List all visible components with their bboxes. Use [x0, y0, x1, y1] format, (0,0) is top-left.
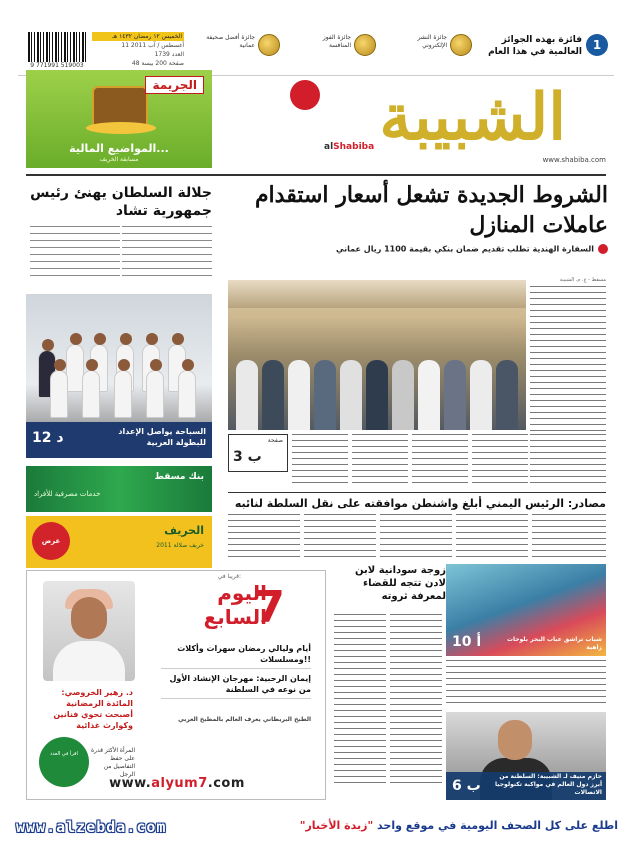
- promo-quote[interactable]: د. زهير الخروصي: المائدة الرمضانية أصبحت تحوي فنانين وكوارث غذائية: [53, 688, 133, 730]
- text-column: [446, 660, 606, 708]
- divider: [161, 668, 311, 669]
- treasure-chest-icon: [92, 86, 148, 126]
- logo-english-name: Shabiba: [333, 142, 375, 152]
- person-figure: [114, 370, 132, 418]
- text-column: [532, 514, 606, 562]
- person-figure: [496, 360, 518, 430]
- pages-price: 48 صفحة 200 بيسة: [131, 60, 184, 67]
- bottom-headline[interactable]: زوجة سودانية لابن لادن تتجه للقضاء لمعرفة ثروته: [355, 565, 446, 602]
- second-story: [228, 492, 606, 510]
- alyum7-logo-line2: السابع: [203, 605, 267, 629]
- barcode-number: 9 771991 519003: [30, 62, 84, 69]
- alyum7-promo[interactable]: [26, 570, 326, 800]
- person-figure: [314, 360, 336, 430]
- medal-icon: [354, 34, 376, 56]
- main-story-photo[interactable]: [228, 280, 526, 430]
- date-hijri: الخميس ١٢ رمضان ١٤٣٢ هـ: [92, 32, 184, 41]
- bottom-stories: [334, 564, 606, 804]
- dateline: [92, 32, 184, 68]
- newspaper-page: [18, 22, 614, 810]
- promo-item-2[interactable]: [161, 673, 311, 699]
- person-figure: [366, 360, 388, 430]
- promo-item-3-text: الطبخ البريطاني يعرف العالم بالمطبخ العربي: [178, 716, 311, 723]
- url-suffix: .com: [207, 776, 245, 791]
- awards-title: فائزة بهذه الجوائز العالمية في هذا العام: [488, 35, 582, 57]
- award-2: [286, 30, 376, 68]
- text-column: [412, 434, 468, 488]
- award-3-label: جائزة النشر: [417, 34, 447, 41]
- person-figure: [444, 360, 466, 430]
- url-prefix: www.: [109, 776, 152, 791]
- khareef-advertisement[interactable]: [26, 516, 212, 568]
- photo2-caption: حازم منيف لـ الشبيبة: السلطنة من أبرز دول العالم في مواكبة تكنولوجيا الاتصالات: [495, 773, 602, 796]
- main-headline[interactable]: الشروط الجديدة تشعل أسعار استقدام عاملات المنازل: [254, 182, 608, 238]
- text-column: [390, 614, 442, 784]
- promo-green-badge: اقرأ في العدد: [39, 737, 89, 787]
- text-column: [530, 434, 606, 488]
- logo-english: [324, 142, 374, 152]
- footer-slogan: [300, 819, 618, 832]
- photo1-page-ref: 10 أ: [452, 634, 482, 650]
- photo1-caption: شباب تراشق عباب البحر بلوحات زاهية: [506, 636, 602, 651]
- ad-text: المواضيع المالية...: [69, 142, 169, 155]
- person-figure: [50, 370, 68, 418]
- masthead-url[interactable]: www.shabiba.com: [542, 156, 606, 164]
- coins-icon: [86, 122, 156, 134]
- text-column: [380, 514, 452, 562]
- left-body-text: [26, 226, 212, 282]
- text-column: [122, 226, 212, 282]
- bank-ad-title: بنك مسقط: [154, 472, 204, 482]
- text-column: [334, 614, 386, 784]
- see-page-label: صفحة: [267, 437, 283, 444]
- divider: [161, 698, 311, 699]
- ad-logo: الجريمة: [145, 76, 204, 94]
- promo-item-3[interactable]: [161, 715, 311, 724]
- top-advertisement[interactable]: [26, 70, 212, 168]
- section-divider: [26, 174, 606, 176]
- text-column: [30, 226, 120, 282]
- award-1-label: جائزة أفضل صحيفة: [206, 34, 255, 41]
- alyum7-logo-line1: اليوم: [217, 581, 267, 605]
- medal-icon: [450, 34, 472, 56]
- person-figure: [82, 370, 100, 418]
- second-headline[interactable]: مصادر: الرئيس اليمني أبلغ واشنطن موافقته على نقل السلطة لنائبه: [234, 497, 606, 510]
- award-2-label: جائزة الفوز: [322, 34, 351, 41]
- promo-item-1-text: أيام وليالي رمضان سهرات وأكلات ومسلسلات!!: [177, 644, 311, 664]
- portrait-body: [53, 641, 125, 681]
- page-badge: 1: [586, 34, 608, 56]
- khareef-ad-sub: خريف صلالة 2011: [156, 542, 204, 549]
- logo-red-dot-icon: [290, 80, 320, 110]
- person-figure: [418, 360, 440, 430]
- special-offer-badge: عرض: [32, 522, 70, 560]
- main-byline: مسقط - ع. م. الشبيبة: [559, 277, 606, 283]
- date-gregorian: 11 أغسطس / آب 2011: [121, 42, 184, 49]
- coral-reef-photo[interactable]: [446, 564, 606, 656]
- interview-photo[interactable]: [446, 712, 606, 800]
- footer-url[interactable]: www.alzebda.com: [16, 818, 167, 836]
- caption-page-ref: 12 د: [32, 430, 64, 446]
- main-subhead: [218, 244, 608, 254]
- person-figure: [262, 360, 284, 430]
- roof-structure: [228, 280, 526, 308]
- khareef-ad-title: الحريف: [164, 524, 204, 537]
- portrait-head: [71, 597, 107, 639]
- text-column: [352, 434, 408, 488]
- barcode: [28, 32, 86, 62]
- person-figure: [470, 360, 492, 430]
- medal-icon: [258, 34, 280, 56]
- url-name: alyum7: [151, 776, 208, 791]
- person-figure: [146, 370, 164, 418]
- swimming-team-photo[interactable]: [26, 294, 212, 458]
- award-2-sub: المنافسة: [328, 42, 351, 49]
- footer-slogan-brand: "زبدة الأخبار": [299, 819, 374, 832]
- award-1: [190, 30, 280, 68]
- logo-arabic: الشبيبة: [379, 80, 566, 155]
- text-column: [304, 514, 376, 562]
- bank-ad-body: خدمات مصرفية للأفراد: [34, 490, 101, 498]
- masthead-logo[interactable]: [258, 78, 606, 168]
- issue-number: العدد 1739: [154, 51, 184, 58]
- text-column: [228, 514, 300, 562]
- caption-text: السباحة يواصل الإعداد للبطولة العربية: [118, 427, 206, 447]
- promo-pretext: قريبا في:: [217, 573, 241, 580]
- alyum7-logo: [175, 581, 285, 635]
- person-figure: [288, 360, 310, 430]
- alyum7-url[interactable]: [37, 776, 317, 791]
- text-column: [472, 434, 528, 488]
- photo2-page-ref: 6 ب: [452, 778, 481, 794]
- text-column: [292, 434, 348, 488]
- promo-portrait: [43, 581, 135, 681]
- ad-subtext: مسابقة الخريف: [99, 156, 139, 163]
- alyum7-logo-number: 7: [254, 582, 285, 633]
- photo-caption-banner: [26, 422, 212, 458]
- text-column: [456, 514, 528, 562]
- see-page-box[interactable]: [228, 434, 288, 472]
- top-strip: [18, 22, 614, 76]
- portrait-head: [498, 720, 532, 760]
- see-page-number: 3 ب: [233, 449, 262, 465]
- person-figure: [392, 360, 414, 430]
- logo-english-prefix: al: [324, 142, 334, 152]
- award-3: [382, 30, 472, 68]
- person-figure: [340, 360, 362, 430]
- site-footer-banner: [0, 814, 632, 840]
- person-figure: [178, 370, 196, 418]
- left-headline[interactable]: جلالة السلطان يهنئ رئيس جمهورية تشاد: [30, 185, 212, 219]
- award-1-sub: عمانية: [239, 42, 255, 49]
- promo-green-text[interactable]: المرأة الأكثر قدرة على حفظ التفاصيل من الرجل: [90, 747, 135, 778]
- bullet-icon: [598, 244, 608, 254]
- promo-item-1[interactable]: [161, 643, 311, 669]
- main-subhead-text: السفارة الهندية تطلب تقديم ضمان بنكي بقيمة 1100 ريال عماني: [336, 244, 594, 254]
- promo-item-2-text: إيمان الرحبية: مهرجان الإنشاد الأول من نوعه في السلطنة: [169, 674, 311, 694]
- person-figure: [236, 360, 258, 430]
- award-3-sub: الإلكتروني: [422, 42, 447, 49]
- footer-slogan-text: اطلع على كل الصحف اليومية في موقع واحد: [377, 819, 618, 832]
- bank-advertisement[interactable]: [26, 466, 212, 512]
